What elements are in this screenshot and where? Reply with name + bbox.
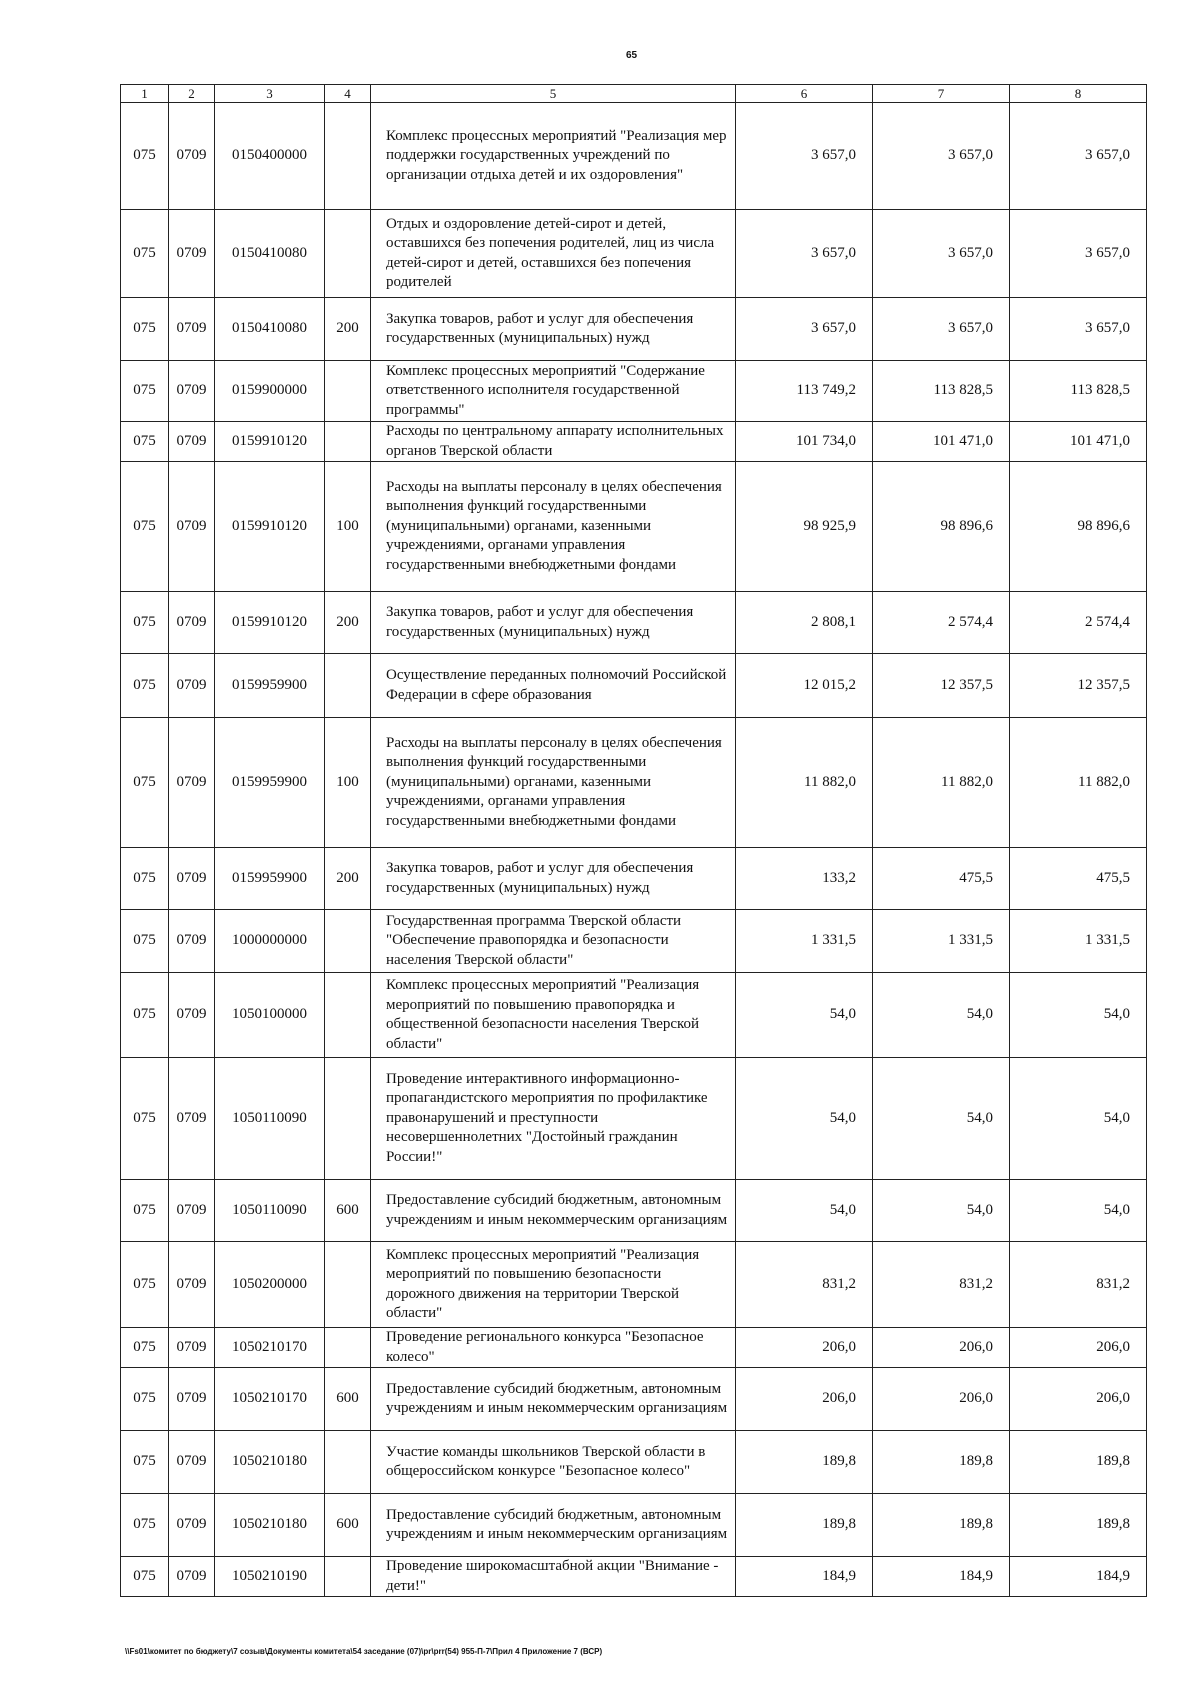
header-row bbox=[121, 85, 1147, 103]
target-code-cell: 0150410080 bbox=[215, 210, 325, 298]
table-row bbox=[121, 462, 1147, 592]
amount-col6-cell: 3 657,0 bbox=[736, 298, 873, 361]
section-code-cell: 0709 bbox=[169, 718, 215, 848]
expense-type-cell: 600 bbox=[325, 1494, 371, 1557]
table-row bbox=[121, 298, 1147, 361]
target-code-cell: 1050210180 bbox=[215, 1431, 325, 1494]
amount-col7-cell: 54,0 bbox=[873, 1180, 1010, 1242]
admin-code-cell: 075 bbox=[121, 422, 169, 462]
table-row bbox=[121, 1058, 1147, 1180]
expense-type-cell bbox=[325, 1242, 371, 1328]
table-row bbox=[121, 422, 1147, 462]
item-name-cell: Комплекс процессных мероприятий "Содержание ответственного исполнителя государственной программы" bbox=[371, 361, 736, 422]
target-code-cell: 0159910120 bbox=[215, 422, 325, 462]
amount-col8-cell: 206,0 bbox=[1010, 1328, 1147, 1368]
expense-type-cell: 200 bbox=[325, 592, 371, 654]
target-code-cell: 1000000000 bbox=[215, 910, 325, 973]
expense-type-cell bbox=[325, 361, 371, 422]
item-name-cell: Комплекс процессных мероприятий "Реализация мероприятий по повышению безопасности дорожного движения на территории Тверской области" bbox=[371, 1242, 736, 1328]
admin-code-cell: 075 bbox=[121, 1368, 169, 1431]
target-code-cell: 0159910120 bbox=[215, 592, 325, 654]
amount-col7-cell: 475,5 bbox=[873, 848, 1010, 910]
expense-type-cell: 100 bbox=[325, 718, 371, 848]
amount-col6-cell: 1 331,5 bbox=[736, 910, 873, 973]
section-code-cell: 0709 bbox=[169, 848, 215, 910]
amount-col7-cell: 98 896,6 bbox=[873, 462, 1010, 592]
table-row bbox=[121, 103, 1147, 210]
item-name-cell: Отдых и оздоровление детей-сирот и детей, оставшихся без попечения родителей, лиц из числа детей-сирот и детей, оставшихся без попечения родителей bbox=[371, 210, 736, 298]
amount-col8-cell: 54,0 bbox=[1010, 973, 1147, 1058]
section-code-cell: 0709 bbox=[169, 910, 215, 973]
admin-code-cell: 075 bbox=[121, 718, 169, 848]
amount-col7-cell: 54,0 bbox=[873, 1058, 1010, 1180]
amount-col8-cell: 189,8 bbox=[1010, 1431, 1147, 1494]
section-code-cell: 0709 bbox=[169, 462, 215, 592]
expense-type-cell: 600 bbox=[325, 1180, 371, 1242]
section-code-cell: 0709 bbox=[169, 103, 215, 210]
item-name-cell: Расходы по центральному аппарату исполнительных органов Тверской области bbox=[371, 422, 736, 462]
column-header: 5 bbox=[371, 85, 736, 103]
section-code-cell: 0709 bbox=[169, 654, 215, 718]
amount-col7-cell: 189,8 bbox=[873, 1431, 1010, 1494]
amount-col6-cell: 189,8 bbox=[736, 1431, 873, 1494]
amount-col6-cell: 12 015,2 bbox=[736, 654, 873, 718]
item-name-cell: Участие команды школьников Тверской области в общероссийском конкурсе "Безопасное колесо" bbox=[371, 1431, 736, 1494]
admin-code-cell: 075 bbox=[121, 1180, 169, 1242]
target-code-cell: 0159910120 bbox=[215, 462, 325, 592]
budget-table bbox=[120, 84, 1147, 1597]
target-code-cell: 0159959900 bbox=[215, 718, 325, 848]
table-row bbox=[121, 1242, 1147, 1328]
amount-col7-cell: 206,0 bbox=[873, 1368, 1010, 1431]
admin-code-cell: 075 bbox=[121, 848, 169, 910]
admin-code-cell: 075 bbox=[121, 973, 169, 1058]
expense-type-cell: 600 bbox=[325, 1368, 371, 1431]
amount-col7-cell: 12 357,5 bbox=[873, 654, 1010, 718]
table-row bbox=[121, 910, 1147, 973]
expense-type-cell: 200 bbox=[325, 298, 371, 361]
target-code-cell: 0159959900 bbox=[215, 848, 325, 910]
page-number: 65 bbox=[625, 50, 638, 61]
amount-col7-cell: 3 657,0 bbox=[873, 210, 1010, 298]
admin-code-cell: 075 bbox=[121, 592, 169, 654]
admin-code-cell: 075 bbox=[121, 1494, 169, 1557]
item-name-cell: Закупка товаров, работ и услуг для обеспечения государственных (муниципальных) нужд bbox=[371, 592, 736, 654]
admin-code-cell: 075 bbox=[121, 654, 169, 718]
amount-col6-cell: 3 657,0 bbox=[736, 210, 873, 298]
column-header: 1 bbox=[121, 85, 169, 103]
table-row bbox=[121, 1431, 1147, 1494]
amount-col6-cell: 2 808,1 bbox=[736, 592, 873, 654]
section-code-cell: 0709 bbox=[169, 1180, 215, 1242]
admin-code-cell: 075 bbox=[121, 1058, 169, 1180]
amount-col8-cell: 3 657,0 bbox=[1010, 298, 1147, 361]
expense-type-cell bbox=[325, 973, 371, 1058]
amount-col7-cell: 54,0 bbox=[873, 973, 1010, 1058]
section-code-cell: 0709 bbox=[169, 1242, 215, 1328]
amount-col7-cell: 113 828,5 bbox=[873, 361, 1010, 422]
amount-col6-cell: 54,0 bbox=[736, 973, 873, 1058]
expense-type-cell: 100 bbox=[325, 462, 371, 592]
target-code-cell: 0159900000 bbox=[215, 361, 325, 422]
target-code-cell: 0150410080 bbox=[215, 298, 325, 361]
amount-col7-cell: 189,8 bbox=[873, 1494, 1010, 1557]
section-code-cell: 0709 bbox=[169, 361, 215, 422]
expense-type-cell: 200 bbox=[325, 848, 371, 910]
amount-col8-cell: 475,5 bbox=[1010, 848, 1147, 910]
table-row bbox=[121, 1368, 1147, 1431]
item-name-cell: Государственная программа Тверской области "Обеспечение правопорядка и безопасности населения Тверской области" bbox=[371, 910, 736, 973]
column-header: 7 bbox=[873, 85, 1010, 103]
section-code-cell: 0709 bbox=[169, 1328, 215, 1368]
item-name-cell: Предоставление субсидий бюджетным, автономным учреждениям и иным некоммерческим организациям bbox=[371, 1494, 736, 1557]
amount-col7-cell: 206,0 bbox=[873, 1328, 1010, 1368]
target-code-cell: 1050210170 bbox=[215, 1368, 325, 1431]
target-code-cell: 1050210170 bbox=[215, 1328, 325, 1368]
table-row bbox=[121, 973, 1147, 1058]
item-name-cell: Закупка товаров, работ и услуг для обеспечения государственных (муниципальных) нужд bbox=[371, 848, 736, 910]
amount-col8-cell: 101 471,0 bbox=[1010, 422, 1147, 462]
admin-code-cell: 075 bbox=[121, 103, 169, 210]
section-code-cell: 0709 bbox=[169, 973, 215, 1058]
expense-type-cell bbox=[325, 422, 371, 462]
section-code-cell: 0709 bbox=[169, 1431, 215, 1494]
expense-type-cell bbox=[325, 210, 371, 298]
amount-col8-cell: 206,0 bbox=[1010, 1368, 1147, 1431]
amount-col6-cell: 54,0 bbox=[736, 1180, 873, 1242]
item-name-cell: Предоставление субсидий бюджетным, автономным учреждениям и иным некоммерческим организациям bbox=[371, 1180, 736, 1242]
amount-col7-cell: 1 331,5 bbox=[873, 910, 1010, 973]
footer-file-path: \\Fs01\комитет по бюджету\7 созыв\Документы комитета\54 заседание (07)\pr\prr(54) 955-П-7\Прил 4 Приложение 7 (ВСР) bbox=[125, 1647, 603, 1656]
table-row bbox=[121, 592, 1147, 654]
amount-col7-cell: 184,9 bbox=[873, 1557, 1010, 1597]
amount-col7-cell: 2 574,4 bbox=[873, 592, 1010, 654]
expense-type-cell bbox=[325, 103, 371, 210]
column-header: 6 bbox=[736, 85, 873, 103]
amount-col8-cell: 54,0 bbox=[1010, 1058, 1147, 1180]
admin-code-cell: 075 bbox=[121, 910, 169, 973]
amount-col6-cell: 206,0 bbox=[736, 1368, 873, 1431]
target-code-cell: 1050110090 bbox=[215, 1058, 325, 1180]
section-code-cell: 0709 bbox=[169, 298, 215, 361]
table-row bbox=[121, 210, 1147, 298]
target-code-cell: 0159959900 bbox=[215, 654, 325, 718]
admin-code-cell: 075 bbox=[121, 1242, 169, 1328]
expense-type-cell bbox=[325, 1328, 371, 1368]
item-name-cell: Предоставление субсидий бюджетным, автономным учреждениям и иным некоммерческим организациям bbox=[371, 1368, 736, 1431]
amount-col8-cell: 2 574,4 bbox=[1010, 592, 1147, 654]
amount-col6-cell: 98 925,9 bbox=[736, 462, 873, 592]
table-row bbox=[121, 361, 1147, 422]
admin-code-cell: 075 bbox=[121, 361, 169, 422]
amount-col6-cell: 54,0 bbox=[736, 1058, 873, 1180]
amount-col7-cell: 3 657,0 bbox=[873, 298, 1010, 361]
amount-col8-cell: 11 882,0 bbox=[1010, 718, 1147, 848]
amount-col6-cell: 184,9 bbox=[736, 1557, 873, 1597]
amount-col6-cell: 11 882,0 bbox=[736, 718, 873, 848]
amount-col7-cell: 3 657,0 bbox=[873, 103, 1010, 210]
section-code-cell: 0709 bbox=[169, 210, 215, 298]
amount-col6-cell: 189,8 bbox=[736, 1494, 873, 1557]
item-name-cell: Расходы на выплаты персоналу в целях обеспечения выполнения функций государственными (муниципальными) органами, казенными учреждениями, органами управления государственными внебюджетными фондами bbox=[371, 462, 736, 592]
item-name-cell: Проведение интерактивного информационно-пропагандистского мероприятия по профилактике правонарушений и преступности несовершеннолетних "Достойный гражданин России!" bbox=[371, 1058, 736, 1180]
amount-col8-cell: 113 828,5 bbox=[1010, 361, 1147, 422]
amount-col6-cell: 3 657,0 bbox=[736, 103, 873, 210]
column-header: 8 bbox=[1010, 85, 1147, 103]
item-name-cell: Закупка товаров, работ и услуг для обеспечения государственных (муниципальных) нужд bbox=[371, 298, 736, 361]
target-code-cell: 1050200000 bbox=[215, 1242, 325, 1328]
target-code-cell: 1050100000 bbox=[215, 973, 325, 1058]
column-header: 2 bbox=[169, 85, 215, 103]
admin-code-cell: 075 bbox=[121, 1328, 169, 1368]
amount-col8-cell: 12 357,5 bbox=[1010, 654, 1147, 718]
table-row bbox=[121, 1180, 1147, 1242]
item-name-cell: Проведение регионального конкурса "Безопасное колесо" bbox=[371, 1328, 736, 1368]
item-name-cell: Комплекс процессных мероприятий "Реализация мер поддержки государственных учреждений по организации отдыха детей и их оздоровления" bbox=[371, 103, 736, 210]
target-code-cell: 1050210190 bbox=[215, 1557, 325, 1597]
amount-col8-cell: 1 331,5 bbox=[1010, 910, 1147, 973]
table-row bbox=[121, 1328, 1147, 1368]
amount-col8-cell: 189,8 bbox=[1010, 1494, 1147, 1557]
column-header: 4 bbox=[325, 85, 371, 103]
section-code-cell: 0709 bbox=[169, 1058, 215, 1180]
expense-type-cell bbox=[325, 1557, 371, 1597]
amount-col8-cell: 54,0 bbox=[1010, 1180, 1147, 1242]
target-code-cell: 1050210180 bbox=[215, 1494, 325, 1557]
admin-code-cell: 075 bbox=[121, 298, 169, 361]
expense-type-cell bbox=[325, 1431, 371, 1494]
amount-col7-cell: 11 882,0 bbox=[873, 718, 1010, 848]
amount-col6-cell: 133,2 bbox=[736, 848, 873, 910]
amount-col8-cell: 3 657,0 bbox=[1010, 103, 1147, 210]
item-name-cell: Осуществление переданных полномочий Российской Федерации в сфере образования bbox=[371, 654, 736, 718]
section-code-cell: 0709 bbox=[169, 1494, 215, 1557]
expense-type-cell bbox=[325, 1058, 371, 1180]
item-name-cell: Проведение широкомасштабной акции "Внимание - дети!" bbox=[371, 1557, 736, 1597]
amount-col8-cell: 831,2 bbox=[1010, 1242, 1147, 1328]
amount-col7-cell: 101 471,0 bbox=[873, 422, 1010, 462]
table-row bbox=[121, 718, 1147, 848]
amount-col6-cell: 206,0 bbox=[736, 1328, 873, 1368]
table-row bbox=[121, 1494, 1147, 1557]
target-code-cell: 0150400000 bbox=[215, 103, 325, 210]
table-row bbox=[121, 848, 1147, 910]
table-row bbox=[121, 654, 1147, 718]
item-name-cell: Комплекс процессных мероприятий "Реализация мероприятий по повышению правопорядка и общественной безопасности населения Тверской области" bbox=[371, 973, 736, 1058]
admin-code-cell: 075 bbox=[121, 1431, 169, 1494]
section-code-cell: 0709 bbox=[169, 422, 215, 462]
expense-type-cell bbox=[325, 910, 371, 973]
section-code-cell: 0709 bbox=[169, 1557, 215, 1597]
admin-code-cell: 075 bbox=[121, 1557, 169, 1597]
column-header: 3 bbox=[215, 85, 325, 103]
section-code-cell: 0709 bbox=[169, 592, 215, 654]
amount-col8-cell: 98 896,6 bbox=[1010, 462, 1147, 592]
admin-code-cell: 075 bbox=[121, 210, 169, 298]
target-code-cell: 1050110090 bbox=[215, 1180, 325, 1242]
amount-col6-cell: 113 749,2 bbox=[736, 361, 873, 422]
table-row bbox=[121, 1557, 1147, 1597]
admin-code-cell: 075 bbox=[121, 462, 169, 592]
expense-type-cell bbox=[325, 654, 371, 718]
amount-col7-cell: 831,2 bbox=[873, 1242, 1010, 1328]
amount-col6-cell: 101 734,0 bbox=[736, 422, 873, 462]
section-code-cell: 0709 bbox=[169, 1368, 215, 1431]
amount-col8-cell: 184,9 bbox=[1010, 1557, 1147, 1597]
amount-col8-cell: 3 657,0 bbox=[1010, 210, 1147, 298]
item-name-cell: Расходы на выплаты персоналу в целях обеспечения выполнения функций государственными (муниципальными) органами, казенными учреждениями, органами управления государственными внебюджетными фондами bbox=[371, 718, 736, 848]
amount-col6-cell: 831,2 bbox=[736, 1242, 873, 1328]
